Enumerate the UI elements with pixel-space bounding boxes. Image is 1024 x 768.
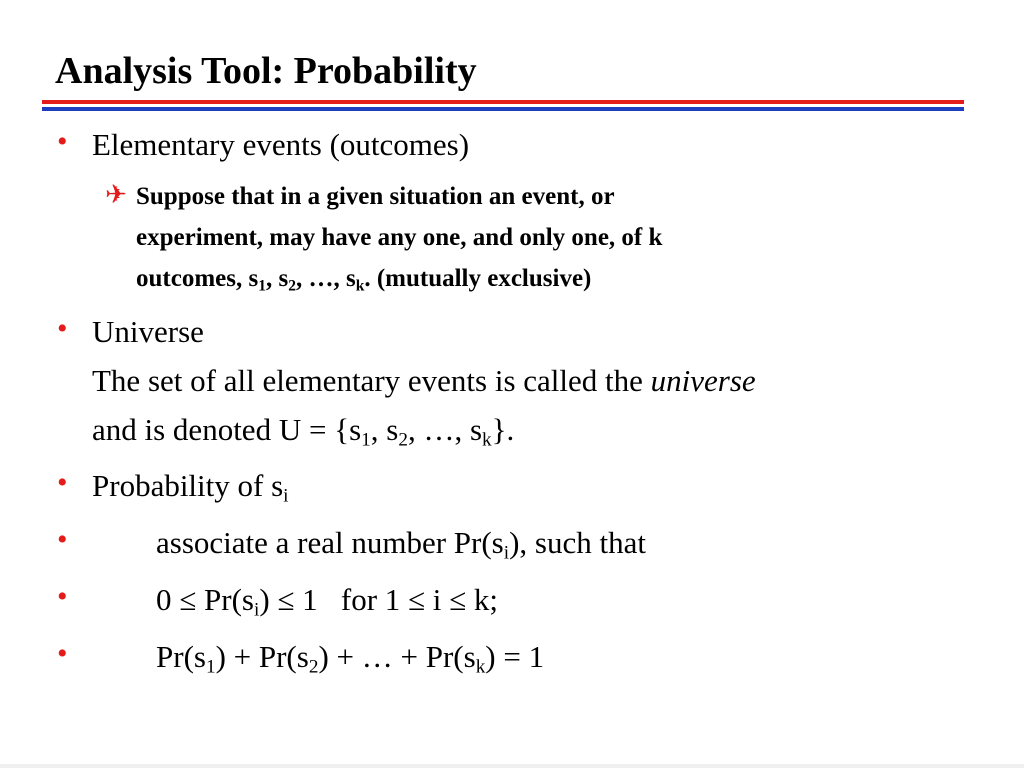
bullet-dot: • <box>57 637 68 670</box>
sub-line <box>136 258 896 299</box>
text-run: Probability of s <box>92 468 284 503</box>
bullet-dot: • <box>57 466 68 499</box>
footer-strip <box>0 764 1024 768</box>
text-run: ) + … + Pr(s <box>318 639 476 674</box>
text-run: , s <box>265 265 289 292</box>
bullet-text <box>92 519 646 566</box>
bullet-text <box>92 576 498 623</box>
text-run: , …, s <box>407 412 483 447</box>
text-run: }. <box>491 412 515 447</box>
sub-bullet-outcomes <box>136 176 896 299</box>
text-run: ) + Pr(s <box>215 639 309 674</box>
text-run: Pr(s <box>156 639 206 674</box>
bullet-dot: • <box>57 125 68 158</box>
text-run: and is denoted U = {s <box>92 412 362 447</box>
subscript: i <box>253 599 260 621</box>
sub-line: experiment, may have any one, and only one, of k <box>136 224 663 251</box>
title-rule-red <box>42 100 964 104</box>
subscript: 1 <box>361 429 371 451</box>
airplane-icon: ✈ <box>105 180 127 210</box>
subscript: 1 <box>258 277 266 295</box>
subscript: i <box>503 542 510 564</box>
bullet-dot: • <box>57 523 68 556</box>
text-run: ) ≤ 1 for 1 ≤ i ≤ k; <box>259 582 499 617</box>
slide-title: Analysis Tool: Probability <box>55 50 477 92</box>
sub-line: Suppose that in a given situation an event, or <box>136 183 615 210</box>
text-run: ) = 1 <box>485 639 545 674</box>
bullet-text <box>92 406 514 453</box>
subscript: 2 <box>398 429 408 451</box>
bullet-text <box>92 357 756 404</box>
text-run: , …, s <box>295 265 356 292</box>
subscript: 1 <box>205 656 216 678</box>
subscript: 2 <box>288 277 296 295</box>
subscript: k <box>355 277 365 295</box>
bullet-text: Universe <box>92 314 204 349</box>
text-run: The set of all elementary events is called the <box>92 363 651 398</box>
subscript: 2 <box>308 656 319 678</box>
title-rule-blue <box>42 107 964 111</box>
subscript: k <box>475 656 486 678</box>
emphasis-universe: universe <box>650 363 756 398</box>
text-run: . (mutually exclusive) <box>364 265 592 292</box>
text-run: outcomes, s <box>136 265 259 292</box>
text-run: associate a real number Pr(s <box>156 525 504 560</box>
bullet-dot: • <box>57 312 68 345</box>
text-run: , s <box>370 412 399 447</box>
subscript: k <box>482 429 492 451</box>
text-run: 0 ≤ Pr(s <box>156 582 254 617</box>
bullet-text: Elementary events (outcomes) <box>92 127 470 162</box>
bullet-dot: • <box>57 580 68 613</box>
bullet-text <box>92 633 544 680</box>
bullet-text <box>92 462 289 509</box>
subscript: i <box>283 485 289 507</box>
text-run: ), such that <box>509 525 646 560</box>
